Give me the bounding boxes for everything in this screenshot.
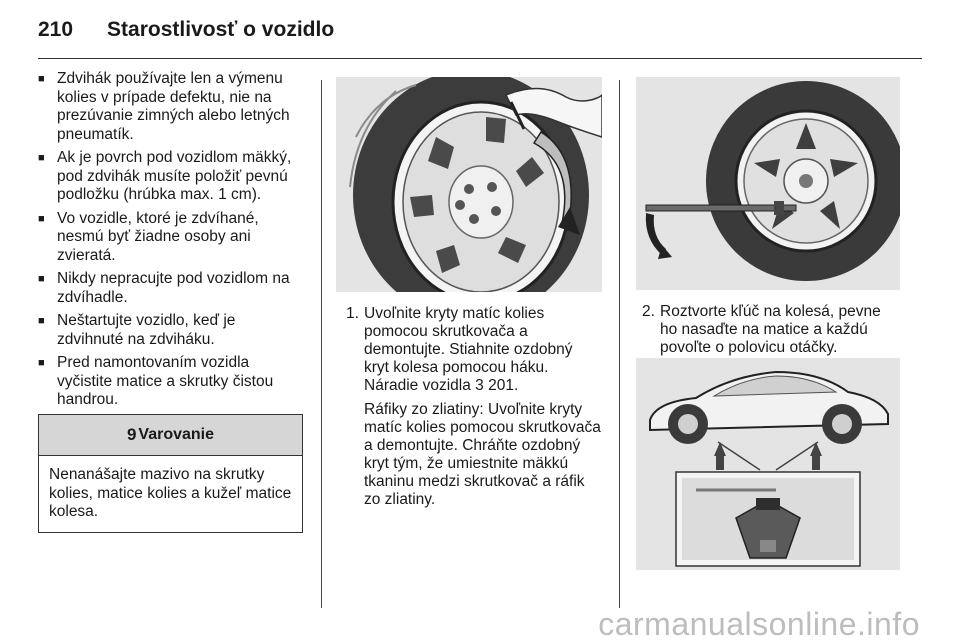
wheel-wrench-illustration [636,77,900,290]
page-title: Starostlivosť o vozidlo [107,18,335,41]
column-divider-1 [321,80,322,608]
warning-title: Varovanie [138,426,215,443]
step-number: 1. [346,305,359,322]
bullet-item: ■ Nikdy nepracujte pod vozidlom na zdvíhadle. [38,270,306,307]
header-divider [38,58,922,59]
bullet-item: ■ Ak je povrch pod vozidlom mäkký, pod zdvihák musíte položiť pevnú podložku (hrúbka max. 1 cm). [38,149,306,205]
page-header [38,18,334,42]
bullet-item: ■ Vo vozidle, ktoré je zdvíhané, nesmú byť žiadne osoby ani zvieratá. [38,210,306,266]
bullet-item: ■ Neštartujte vozidlo, keď je zdvihnuté na zdviháku. [38,312,306,349]
safety-bullet-list [38,70,306,410]
step-1 [346,305,601,395]
column-1 [38,70,306,415]
warning-text: Nenanášajte mazivo na skrutky kolies, matice kolies a kužeľ matice kolesa. [49,466,292,520]
column-2-text [346,305,601,509]
page-number: 210 [38,18,74,41]
wheel-cover-illustration [336,77,602,292]
warning-icon: 9 [126,425,137,444]
car-jack-illustration [636,358,900,570]
column-divider-2 [619,80,620,608]
reference-page: 201. [488,377,519,394]
column-3-text [642,303,900,357]
step-text: Roztvorte kľúč na kolesá, pevne ho nasaďte na matice a každú povoľte o polovicu otáčky. [660,303,881,356]
step-2 [642,303,900,357]
step-text: Uvoľnite kryty matíc kolies pomocou skrutkovača a demontujte. Stiahnite ozdobný kryt kolesa pomocou háku. Náradie vozidla 3 201. [364,305,573,394]
warning-header [39,415,302,456]
reference-arrow-icon: 3 [475,377,484,394]
bullet-item: ■ Pred namontovaním vozidla vyčistite matice a skrutky čistou handrou. [38,354,306,410]
bullet-item: ■ Zdvihák používajte len a výmenu kolies v prípade defektu, nie na prezúvanie zimných alebo letných pneumatík. [38,70,306,144]
alloy-rim-note: Ráfiky zo zliatiny: Uvoľnite kryty matíc kolies pomocou skrutkovača a demontujte. Chráňte ozdobný kryt tým, že umiestnite mäkkú tkaninu medzi skrutkovač a ráfik zo zliatiny. [364,401,601,508]
warning-box [38,414,303,533]
watermark: carmanualsonline.info [598,606,920,642]
step-number: 2. [642,303,655,320]
